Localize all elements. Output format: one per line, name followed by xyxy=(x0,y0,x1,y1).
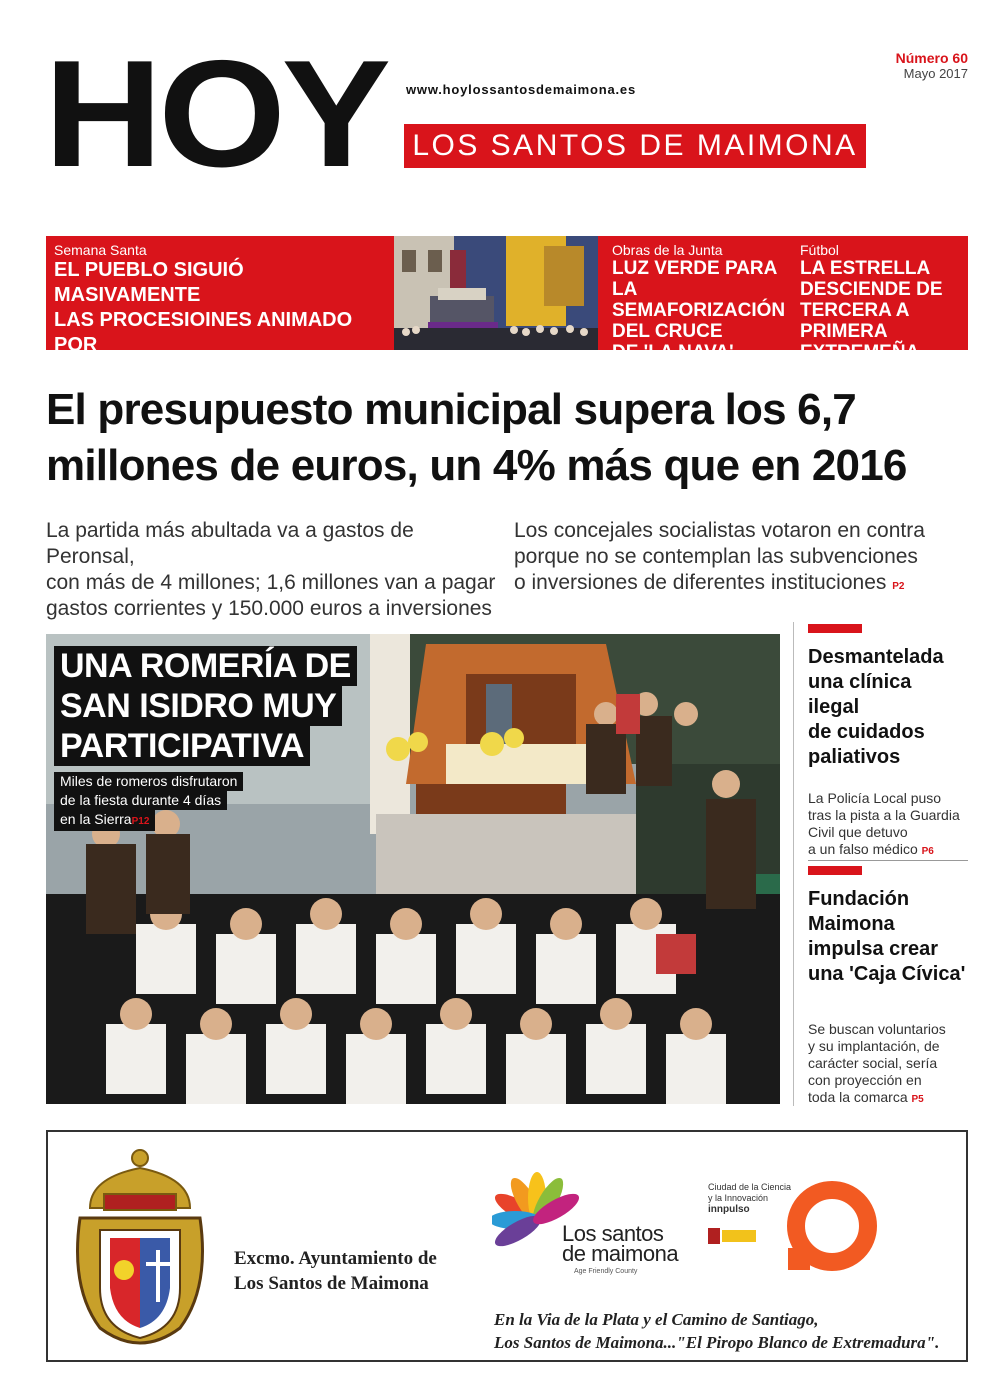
sidebar-story-title xyxy=(808,645,968,770)
teaser-kicker: Semana Santa xyxy=(54,242,147,258)
innpulso-label xyxy=(708,1182,791,1215)
deck-right xyxy=(514,518,934,600)
edition-banner xyxy=(404,124,866,168)
headline-line: millones de euros, un 4% más que en 2016 xyxy=(46,441,907,490)
title-line: paliativos xyxy=(808,746,901,768)
teaser-line: EL PUEBLO SIGUIÓ MASIVAMENTE xyxy=(54,259,244,306)
edition-town: LOS SANTOS DE MAIMONA xyxy=(412,129,858,162)
photo-headline-line: UNA ROMERÍA DE xyxy=(54,646,357,686)
body-line: Se buscan voluntarios xyxy=(808,1021,946,1037)
title-line: de cuidados xyxy=(808,721,925,743)
teaser-headline xyxy=(800,258,966,366)
body-line: con proyección en xyxy=(808,1072,922,1088)
sidebar-story-fundacion[interactable] xyxy=(808,866,968,1108)
photo-page: P12 xyxy=(131,816,150,827)
sidebar-story-body xyxy=(808,790,968,860)
teaser-page: P15 xyxy=(923,350,942,361)
story-marker xyxy=(808,624,862,633)
title-line: una 'Caja Cívica' xyxy=(808,963,966,985)
title-line: Desmantelada xyxy=(808,646,944,668)
institution-line: Los Santos de Maimona xyxy=(234,1273,429,1294)
advertisement[interactable] xyxy=(46,1130,968,1362)
romeria-photo[interactable] xyxy=(46,634,780,1104)
body-line: y su implantación, de xyxy=(808,1038,940,1054)
slogan-line: Los Santos de Maimona..."El Piropo Blanco de Extremadura". xyxy=(494,1333,940,1352)
teaser-band xyxy=(46,236,968,381)
body-line: a un falso médico xyxy=(808,841,918,857)
teaser-kicker: Obras de la Junta xyxy=(612,242,723,258)
sidebar-story-clinica[interactable] xyxy=(808,624,968,860)
photo-headline xyxy=(54,646,357,766)
column-divider xyxy=(793,622,794,1106)
brand-tagline: Age Friendly County xyxy=(574,1268,638,1275)
spain-government-emblem-icon xyxy=(708,1226,758,1246)
body-line: tras la pista a la Guardia xyxy=(808,807,960,823)
slogan-line: En la Via de la Plata y el Camino de Santiago, xyxy=(494,1310,819,1329)
story-page: P5 xyxy=(911,1094,924,1105)
teaser-line: EL FERVOR Y EL BUEN TIEMPO xyxy=(54,359,362,381)
teaser-line: EXTREMEÑA xyxy=(800,342,920,363)
teaser-headline xyxy=(612,258,792,366)
deck-line: porque no se contemplan las subvenciones xyxy=(514,545,918,568)
newspaper-logo: HOY xyxy=(44,29,387,199)
photo-sub-line xyxy=(54,810,155,831)
issue-number: Número 60 xyxy=(895,50,968,66)
teaser-kicker: Fútbol xyxy=(800,242,839,258)
deck-line: gastos corrientes y 150.000 euros a inversiones xyxy=(46,597,492,620)
teaser-line: DE 'LA NAVA' xyxy=(612,342,734,363)
deck-page: P2 xyxy=(892,581,905,592)
sidebar-story-body xyxy=(808,1021,968,1108)
deck-line: con más de 4 millones; 1,6 millones van a pagar xyxy=(46,571,496,594)
issue-info xyxy=(896,50,968,81)
institution-line: Excmo. Ayuntamiento de xyxy=(234,1248,437,1269)
brand-line: Los santos xyxy=(562,1221,664,1246)
body-line: Civil que detuvo xyxy=(808,824,908,840)
teaser-line: DEL CRUCE xyxy=(612,321,723,342)
teaser-line: TERCERA A PRIMERA xyxy=(800,300,909,342)
teaser-line: LUZ VERDE PARA xyxy=(612,258,778,279)
photo-headline-line: SAN ISIDRO MUY xyxy=(54,686,342,726)
teaser-page: P8-9 xyxy=(365,368,387,379)
coat-of-arms-icon xyxy=(60,1138,220,1362)
photo-sub-line: Miles de romeros disfrutaron xyxy=(54,772,243,791)
issue-date: Mayo 2017 xyxy=(903,66,968,81)
photo-sub-line: de la fiesta durante 4 días xyxy=(54,791,227,810)
teaser-line: LA SEMAFORIZACIÓN xyxy=(612,279,786,321)
teaser-line: LA ESTRELLA xyxy=(800,258,931,279)
story-page: P6 xyxy=(921,846,934,857)
title-line: Fundación xyxy=(808,888,910,910)
photo-subhead xyxy=(54,772,243,831)
ad-slogan xyxy=(494,1308,939,1354)
teaser-futbol[interactable] xyxy=(800,242,966,366)
brand-logo-text xyxy=(562,1221,679,1266)
brand-line: de maimona xyxy=(562,1241,679,1266)
teaser-headline xyxy=(54,258,394,386)
teaser-semana-santa[interactable] xyxy=(54,242,394,386)
deck-left xyxy=(46,518,506,622)
sidebar-divider xyxy=(808,860,968,861)
body-line: toda la comarca xyxy=(808,1089,908,1105)
teaser-line: LAS PROCESIOINES ANIMADO POR xyxy=(54,309,353,356)
deck-line: o inversiones de diferentes instituciones xyxy=(514,571,887,594)
deck-line: Los concejales socialistas votaron en contra xyxy=(514,519,925,542)
teaser-page: P3 xyxy=(737,350,750,361)
sidebar-story-title xyxy=(808,887,968,987)
innpulso-ring-icon xyxy=(782,1176,882,1276)
innpulso-line: Ciudad de la Ciencia xyxy=(708,1182,792,1192)
procession-photo xyxy=(394,236,598,350)
website-url[interactable]: www.hoylossantosdemaimona.es xyxy=(406,82,636,97)
teaser-obras[interactable] xyxy=(612,242,792,366)
body-line: carácter social, sería xyxy=(808,1055,938,1071)
innpulso-line: y la Innovación xyxy=(708,1193,769,1203)
title-line: una clínica ilegal xyxy=(808,671,912,718)
photo-headline-line: PARTICIPATIVA xyxy=(54,726,310,766)
headline-line: El presupuesto municipal supera los 6,7 xyxy=(46,385,856,434)
deck-line: La partida más abultada va a gastos de Peronsal, xyxy=(46,519,414,568)
photo-sub-text: en la Sierra xyxy=(60,811,132,827)
title-line: Maimona xyxy=(808,913,895,935)
teaser-line: DESCIENDE DE xyxy=(800,279,943,300)
title-line: impulsa crear xyxy=(808,938,939,960)
body-line: La Policía Local puso xyxy=(808,790,942,806)
innpulso-name: innpulso xyxy=(708,1204,750,1215)
story-marker xyxy=(808,866,862,875)
main-headline[interactable] xyxy=(46,382,976,494)
ad-institution xyxy=(234,1246,437,1296)
